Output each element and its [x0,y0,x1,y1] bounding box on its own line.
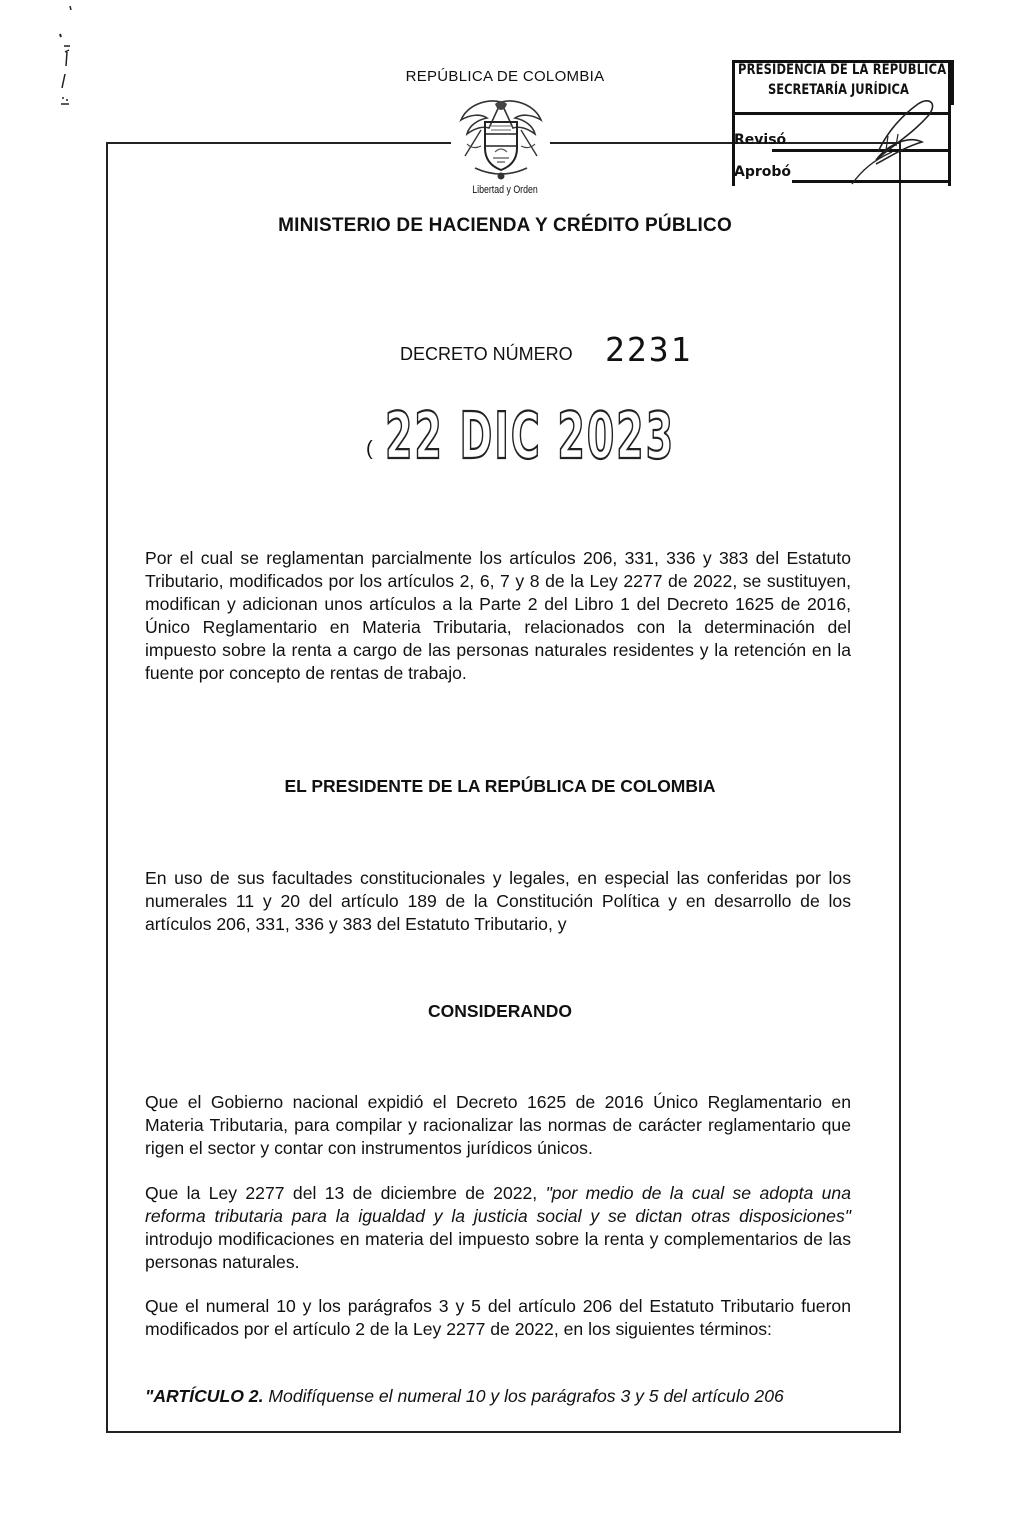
considerando-heading: CONSIDERANDO [428,1001,572,1021]
consideration-3: Que el numeral 10 y los parágrafos 3 y 5 del artículo 206 del Estatuto Tributario fueron modificados por el artículo 2 de la Ley 2277 de 2022, en los siguientes términos: [145,1296,851,1339]
motto: Libertad y Orden [472,184,538,196]
margin-marks [56,0,76,110]
consideration-2-end: introdujo modificaciones en materia del impuesto sobre la renta y complementarios de las personas naturales. [145,1229,851,1272]
consideration-2-quote: "por medio de la cual se adopta una reforma tributaria para la igualdad y la justicia social y se dictan otras disposiciones" [145,1183,851,1226]
article-label: "ARTÍCULO 2. [145,1386,264,1406]
decree-summary: Por el cual se reglamentan parcialmente los artículos 206, 331, 336 y 383 del Estatuto Tributario, modificados por los artículos 2, 6, 7 y 8 de la Ley 2277 de 2022, se sustituyen, modifican y adicionan unos artículos a la Parte 2 del Libro 1 del Decreto 1625 de 2016, Único Reglamentario en Materia Tributaria, relacionados con la determinación del impuesto sobre la renta a cargo de las personas naturales residentes y la retención en la fuente por concepto de rentas de trabajo. [145,548,851,683]
date-stamp [383,392,683,472]
stamp-aprobo: Aprobó [734,164,792,180]
date-open-paren: ( [366,438,373,460]
date-stamp-text: 22 DIC 2023 [385,400,675,474]
decree-number: 2231 [605,330,693,369]
ministry-title: MINISTERIO DE HACIENDA Y CRÉDITO PÚBLICO [278,215,732,236]
stamp-line-1: PRESIDENCIA DE LA REPÚBLICA [738,62,947,78]
signature-icon [792,90,942,185]
stamp-line-2: SECRETARÍA JURÍDICA [768,82,909,98]
article-quote-start [145,1385,851,1408]
consideration-2 [145,1182,851,1274]
decree-label: DECRETO NÚMERO [400,344,573,364]
review-stamp [732,60,950,188]
consideration-1: Que el Gobierno nacional expidió el Decreto 1625 de 2016 Único Reglamentario en Materia Tributaria, para compilar y racionalizar las normas de carácter reglamentario que rigen el sector y contar con instrumentos jurídicos únicos. [145,1092,851,1158]
republic-title: REPÚBLICA DE COLOMBIA [405,68,605,85]
article-text: Modifíquense el numeral 10 y los parágrafos 3 y 5 del artículo 206 [263,1386,784,1406]
consideration-2-start: Que la Ley 2277 del 13 de diciembre de 2022, [145,1183,546,1203]
president-heading: EL PRESIDENTE DE LA REPÚBLICA DE COLOMBIA [284,776,716,796]
powers-paragraph: En uso de sus facultades constitucionales y legales, en especial las conferidas por los numerales 11 y 20 del artículo 189 de la Constitución Política y en desarrollo de los artículos 206, 331, 336 y 383 del Estatuto Tributario, y [145,868,851,934]
stamp-reviso: Revisó [734,132,787,148]
